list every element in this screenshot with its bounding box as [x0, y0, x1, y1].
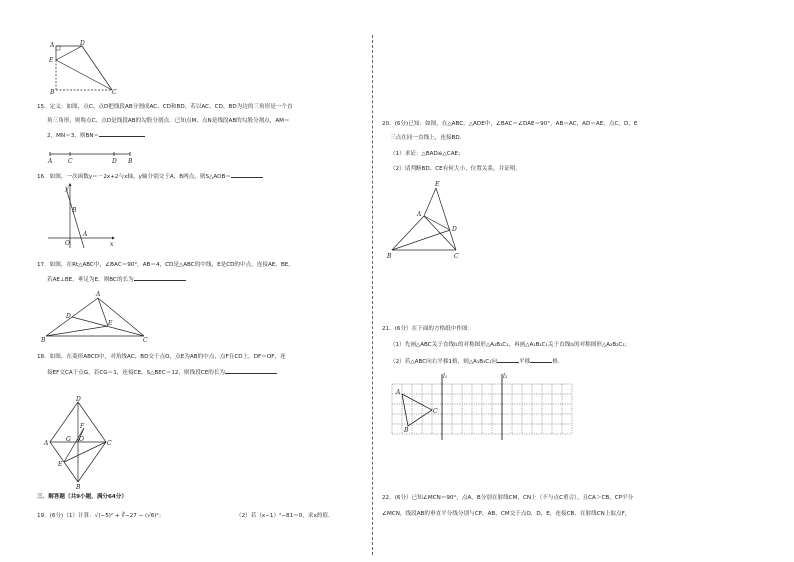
q20-label-d: D — [452, 226, 457, 233]
q20-line1: 20．(6分)已知：如图，在△ABC，△ADE中，∠BAC＝∠DAE＝90°，AB＝AC，AD＝AE，点C，D，E — [382, 121, 638, 127]
q20-line4: （2）请判断BD、CE有何大小、位置关系，并证明． — [390, 166, 522, 172]
q17-label-c: C — [143, 337, 148, 344]
label-b: B — [50, 89, 55, 96]
q17-label-b: B — [41, 337, 46, 344]
q22-line1: 22．(6分）已知∠MCN＝90°，点A，B分别在射线CM，CN上（不与点C重合），且CA＞CB，CP平分 — [382, 495, 634, 501]
q15-line2: 角三角形，则称点C、点D是线段AB的勾股分割点．已知点M、点N是线段AB的勾股分割点，AM＝ — [47, 118, 290, 124]
q18-label-f: F — [80, 423, 85, 430]
q20-label-b: B — [387, 253, 392, 260]
axis-label-y: y — [65, 185, 69, 192]
q21-grid-figure — [390, 370, 574, 440]
q21-line2: （1）先画△ABC关于直线l₁的对称图形△A₁B₁C₁，再画△A₁B₁C₁关于直线l₂的对称图形△A₂B₂C₂； — [390, 342, 631, 348]
q21-line1: 21．(6分）在下面的方格纸中作图： — [382, 326, 474, 332]
q19-part1: 19．(6分)（1）计算：√(−5)² + ∛−27 − (√6)²； — [37, 513, 165, 519]
q16-graph-figure — [46, 182, 116, 250]
q21-label-a: A — [396, 389, 401, 396]
q21-direction-blank[interactable] — [497, 358, 519, 363]
point-label-b: B — [72, 207, 77, 214]
q15-line3: 2，MN＝3，则BN＝ — [47, 132, 145, 140]
q21-label-b: B — [404, 427, 409, 434]
q18-label-a: A — [44, 440, 49, 447]
q20-label-a: A — [417, 211, 422, 218]
q18-label-b: B — [76, 484, 81, 491]
q18-label-c: C — [107, 440, 112, 447]
q17-label-a: A — [96, 291, 101, 298]
q22-line2: ∠MCN，线段AB的垂直平分线分别与CP，AB，CM交于点O，D，E，连接CB，在射线CN上取点F， — [382, 511, 631, 517]
q17-label-e: E — [108, 320, 113, 327]
q18-label-d: D — [76, 396, 81, 403]
seg-label-d: D — [112, 158, 117, 165]
q18-rhombus-figure — [44, 396, 114, 491]
point-label-a: A — [83, 231, 88, 238]
q17-label-d: D — [66, 313, 71, 320]
q20-label-e: E — [435, 181, 440, 188]
q16-answer-blank[interactable] — [231, 173, 263, 178]
q17-line2: 若AE⊥BE，垂足为E，则BC的长为 — [47, 276, 186, 284]
label-c: C — [112, 89, 117, 96]
q17-triangle-figure — [40, 290, 150, 346]
q21-count-blank[interactable] — [530, 358, 552, 363]
q18-line1: 18．如图，在菱形ABCD中，对角线AC，BD交于点O，点E为AB的中点，点F在CD上，DF＝OF，连 — [37, 354, 286, 360]
label-d: D — [80, 40, 85, 47]
seg-label-a: A — [48, 158, 53, 165]
q16-line1: 16．如图，一次函数y＝－2x+2与x轴，y轴分别交于A，B两点，则S△AOB＝ — [37, 173, 263, 181]
q20-line2: 三点在同一直线上，连接BD． — [390, 135, 466, 141]
q20-line3: （1）求证：△BAD≌△CAE； — [390, 151, 464, 157]
seg-label-c: C — [68, 158, 73, 165]
q20-triangles-figure — [386, 180, 466, 260]
q19-part2: （2）若（x−1）²−81＝0，求x的值． — [236, 513, 334, 519]
top-triangle-figure — [44, 40, 124, 95]
q18-label-e: E — [58, 461, 63, 468]
label-a: A — [50, 42, 55, 49]
origin-label: O — [65, 240, 70, 247]
q15-answer-blank[interactable] — [99, 132, 145, 137]
q18-line2: 接EF交CA于点G，若CG＝1，连接CE，S△BEC＝12，则线段CE的长为 — [47, 369, 277, 377]
q15-line1: 15．定义：如图，点C、点D把线段AB分割成AC、CD和BD，若以AC、CD、BD为边的三角形是一个直 — [37, 104, 293, 110]
column-divider — [372, 35, 373, 555]
q17-line1: 17．如图，在Rt△ABC中，∠BAC＝90°，AB＝4，CD是△ABC的中线，E是CD的中点，连接AE，BE， — [37, 262, 294, 268]
line-label-l2: l₂ — [503, 373, 508, 380]
q15-segment-figure — [46, 148, 136, 164]
q21-line3: （2）若△ABC向右平移1格，则△A₁B₁C₁向 平移 格． — [390, 359, 564, 365]
q18-label-o: O — [79, 436, 84, 443]
section3-heading: 三．解答题（共9小题，满分64分） — [37, 494, 127, 500]
seg-label-b: B — [128, 158, 133, 165]
axis-label-x: x — [110, 241, 114, 248]
q21-label-c: C — [433, 408, 438, 415]
q18-answer-blank[interactable] — [225, 369, 277, 374]
q18-label-g: G — [66, 436, 71, 443]
line-label-l1: l₁ — [443, 373, 448, 380]
q20-label-c: C — [454, 253, 459, 260]
label-e: E — [49, 57, 54, 64]
q17-answer-blank[interactable] — [134, 276, 186, 281]
